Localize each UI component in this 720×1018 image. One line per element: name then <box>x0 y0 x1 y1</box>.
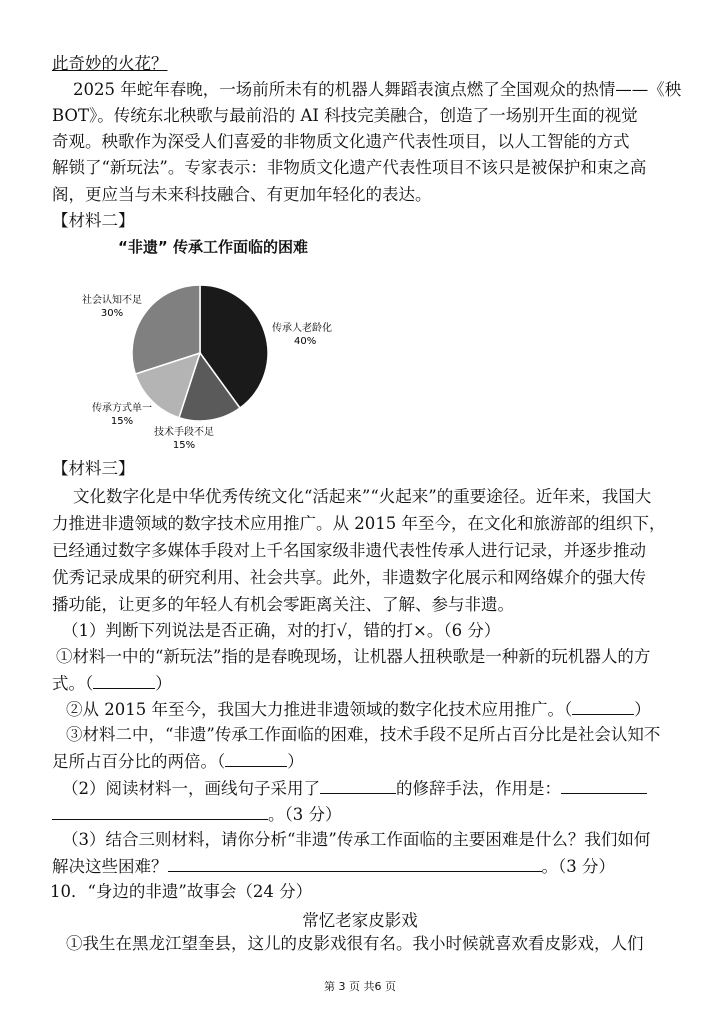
pie-slice-label: 传承方式单一 <box>92 403 152 414</box>
pie-chart <box>0 255 720 455</box>
q2-effect-blank[interactable] <box>561 777 647 794</box>
pie-slice-label: 传承人老龄化 <box>272 323 332 334</box>
q2-line2 <box>52 803 342 826</box>
q1-title: （1）判断下列说法是否正确，对的打√，错的打×。（6 分） <box>62 621 501 640</box>
q2-text-mid: 的修辞手法，作用是： <box>396 779 561 798</box>
material1-para-line: 阁，更应当与未来科技融合、有更加年轻化的表达。 <box>52 185 432 204</box>
q3-line1: （3）结合三则材料，请你分析“非遗”传承工作面临的主要困难是什么？我们如何 <box>62 830 651 849</box>
q1-a-line2 <box>52 672 172 695</box>
material2-heading: 【材料二】 <box>52 211 135 230</box>
q2-line1 <box>62 777 647 800</box>
q1-c-answer-blank[interactable] <box>225 750 287 767</box>
pie-slice-percent: 40% <box>294 336 317 347</box>
q2-text-start: （2）阅读材料一，画线句子采用了 <box>62 779 320 798</box>
material1-para-line: 解锁了“新玩法”。专家表示：非物质文化遗产代表性项目不该只是被保护和束之高 <box>52 158 647 177</box>
q1-b-close: ） <box>634 700 651 719</box>
material1-lead: 此奇妙的火花？ <box>52 54 168 73</box>
story-title: 常忆老家皮影戏 <box>302 911 418 930</box>
q1-a-line1: ①材料一中的“新玩法”指的是春晚现场，让机器人扭秧歌是一种新的玩机器人的方 <box>56 647 651 666</box>
q1-c-close: ） <box>287 752 304 771</box>
material3-para-line: 播功能，让更多的年轻人有机会零距离关注、了解、参与非遗。 <box>52 595 514 614</box>
q2-effect-blank-cont[interactable] <box>52 803 268 820</box>
material3-para-line: 优秀记录成果的研究利用、社会共享。此外，非遗数字化展示和网络媒介的强大传 <box>52 568 646 587</box>
pie-slice-label: 技术手段不足 <box>154 427 214 438</box>
material3-para-line: 已经通过数字多媒体手段对上千名国家级非遗代表性传承人进行记录，并逐步推动 <box>52 541 646 560</box>
q1-c-text: 足所占百分比的两倍。（ <box>52 752 226 771</box>
q3-text-start: 解决这些困难？ <box>52 857 168 876</box>
q1-a-close: ） <box>155 674 172 693</box>
section10-title: 10．“身边的非遗”故事会（24 分） <box>50 882 313 901</box>
q1-a-answer-blank[interactable] <box>93 672 155 689</box>
pie-slice-percent: 30% <box>100 308 124 319</box>
q3-answer-blank[interactable] <box>168 855 542 872</box>
material3-para-line: 文化数字化是中华优秀传统文化“活起来”“火起来”的重要途径。近年来，我国大 <box>73 487 652 506</box>
q3-score: 。（3 分） <box>541 857 615 876</box>
pie-slice-percent: 15% <box>172 440 196 451</box>
q1-b-line <box>66 698 651 721</box>
material3-heading: 【材料三】 <box>52 459 135 478</box>
q1-a-text: 式。（ <box>52 674 94 693</box>
q2-device-blank[interactable] <box>320 777 396 794</box>
page-footer: 第 3 页 共6 页 <box>324 980 396 993</box>
story-line: ①我生在黑龙江望奎县，这儿的皮影戏很有名。我小时候就喜欢看皮影戏，人们 <box>66 934 644 953</box>
pie-slice-label: 社会认知不足 <box>82 295 142 306</box>
q1-c-line1: ③材料二中，“非遗”传承工作面临的困难，技术手段不足所占百分比是社会认知不 <box>66 725 661 744</box>
material3-para-line: 力推进非遗领域的数字技术应用推广。从 2015 年至今，在文化和旅游部的组织下， <box>52 514 666 533</box>
material1-para-line: BOT》。传统东北秧歌与最前沿的 AI 科技完美融合，创造了一场别开生面的视觉 <box>52 106 638 125</box>
q2-score: 。（3 分） <box>268 805 342 824</box>
pie-slice-percent: 15% <box>110 416 134 427</box>
material1-para-line: 2025 年蛇年春晚，一场前所未有的机器人舞蹈表演点燃了全国观众的热情——《秧 <box>73 80 682 99</box>
q3-line2 <box>52 855 615 878</box>
q1-b-text: ②从 2015 年至今，我国大力推进非遗领域的数字化技术应用推广。（ <box>66 700 573 719</box>
material1-para-line: 奇观。秧歌作为深受人们喜爱的非物质文化遗产代表性项目，以人工智能的方式 <box>52 132 630 151</box>
chart-title: “非遗” 传承工作面临的困难 <box>118 238 308 256</box>
q1-c-line2 <box>52 750 304 773</box>
q1-b-answer-blank[interactable] <box>572 698 634 715</box>
